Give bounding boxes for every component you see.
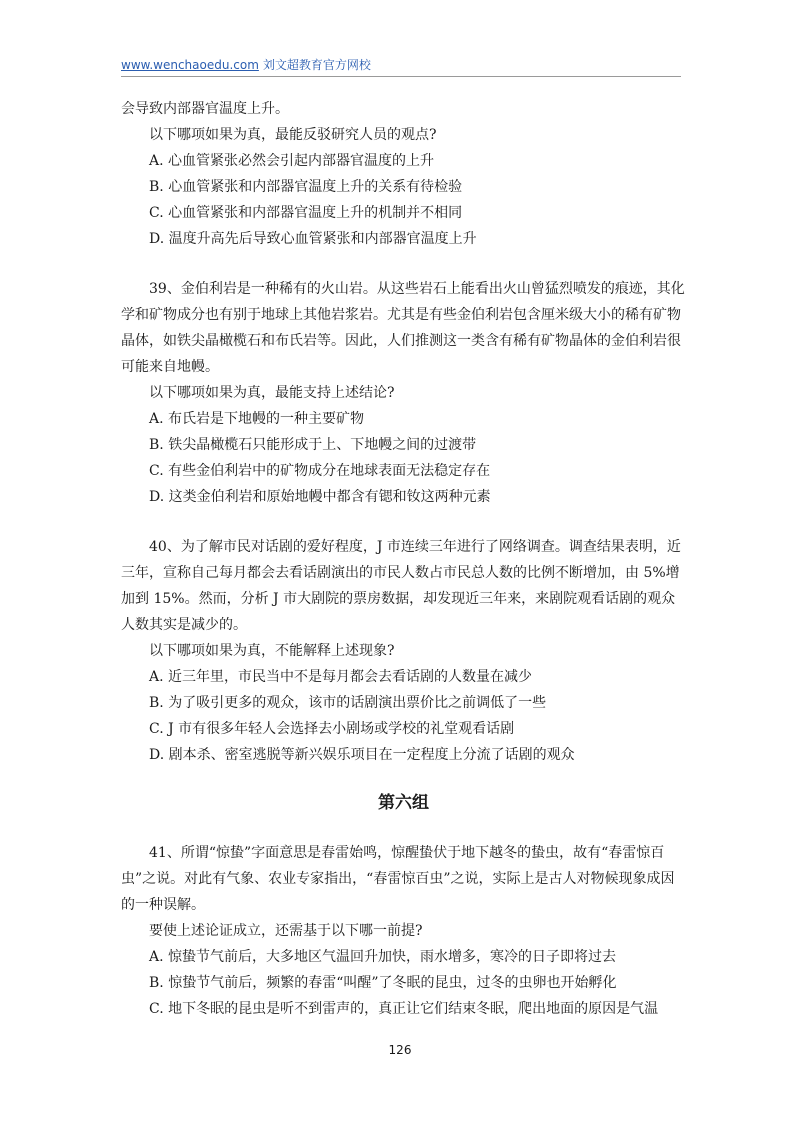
- q40-text: 40、为了解市民对话剧的爱好程度，J 市连续三年进行了网络调查。调查结果表明，近三年，宣称自己每月都会去看话剧演出的市民人数占市民总人数的比例不断增加，由 5%增加到 15%。然而，分析 J 市大剧院的票房数据，却发现近三年来，来剧院观看话剧的观众人数其实是减少的。: [121, 539, 681, 633]
- q40-option-d: D. 剧本杀、密室逃脱等新兴娱乐项目在一定程度上分流了话剧的观众: [149, 747, 575, 763]
- question-40: [121, 534, 686, 768]
- page-number: 126: [388, 1043, 412, 1057]
- q41-text: 41、所谓“惊蛰”字面意思是春雷始鸣，惊醒蛰伏于地下越冬的蛰虫，故有“春雷惊百虫”之说。对此有气象、农业专家指出，“春雷惊百虫”之说，实际上是古人对物候现象成因的一种误解。: [121, 845, 675, 913]
- q39-option-a: A. 布氏岩是下地幔的一种主要矿物: [149, 411, 365, 427]
- q41-prompt: 要使上述论证成立，还需基于以下哪一前提?: [149, 923, 423, 939]
- header-brand: 刘文超教育官方网校: [262, 58, 371, 72]
- q38-option-c: C. 心血管紧张和内部器官温度上升的机制并不相同: [149, 205, 463, 221]
- document-body: [121, 96, 686, 1022]
- q38-continuation: 会导致内部器官温度上升。: [121, 101, 289, 117]
- q40-option-a: A. 近三年里，市民当中不是每月都会去看话剧的人数量在减少: [149, 669, 533, 685]
- q39-option-d: D. 这类金伯利岩和原始地幔中都含有锶和钕这两种元素: [149, 489, 491, 505]
- q39-option-b: B. 铁尖晶橄榄石只能形成于上、下地幔之间的过渡带: [149, 437, 477, 453]
- q40-prompt: 以下哪项如果为真，不能解释上述现象?: [149, 643, 395, 659]
- question-41: [121, 840, 686, 1022]
- question-38: [121, 96, 686, 252]
- group-title: 第六组: [378, 793, 429, 813]
- q39-text: 39、金伯利岩是一种稀有的火山岩。从这些岩石上能看出火山曾猛烈喷发的痕迹，其化学和矿物成分也有别于地球上其他岩浆岩。尤其是有些金伯利岩包含厘米级大小的稀有矿物晶体，如铁尖晶橄榄石和布氏岩等。因此，人们推测这一类含有稀有矿物晶体的金伯利岩很可能来自地幔。: [121, 281, 685, 375]
- q38-option-b: B. 心血管紧张和内部器官温度上升的关系有待检验: [149, 179, 463, 195]
- page-header: [121, 57, 681, 73]
- q38-prompt: 以下哪项如果为真，最能反驳研究人员的观点?: [149, 127, 437, 143]
- q39-prompt: 以下哪项如果为真，最能支持上述结论?: [149, 385, 395, 401]
- q41-option-a: A. 惊蛰节气前后，大多地区气温回升加快，雨水增多，寒冷的日子即将过去: [149, 949, 617, 965]
- q40-option-b: B. 为了吸引更多的观众，该市的话剧演出票价比之前调低了一些: [149, 695, 547, 711]
- header-divider: [121, 76, 681, 77]
- q39-option-c: C. 有些金伯利岩中的矿物成分在地球表面无法稳定存在: [149, 463, 491, 479]
- spacer: [121, 510, 686, 534]
- spacer: [121, 252, 686, 276]
- q41-option-b: B. 惊蛰节气前后，频繁的春雷“叫醒”了冬眠的昆虫，过冬的虫卵也开始孵化: [149, 975, 617, 991]
- q38-option-a: A. 心血管紧张必然会引起内部器官温度的上升: [149, 153, 435, 169]
- q40-option-c: C. J 市有很多年轻人会选择去小剧场或学校的礼堂观看话剧: [149, 721, 515, 737]
- header-url-link[interactable]: www.wenchaoedu.com: [121, 58, 259, 72]
- q41-option-c: C. 地下冬眠的昆虫是听不到雷声的，真正让它们结束冬眠，爬出地面的原因是气温: [149, 1001, 659, 1017]
- q38-option-d: D. 温度升高先后导致心血管紧张和内部器官温度上升: [149, 231, 477, 247]
- question-39: [121, 276, 686, 510]
